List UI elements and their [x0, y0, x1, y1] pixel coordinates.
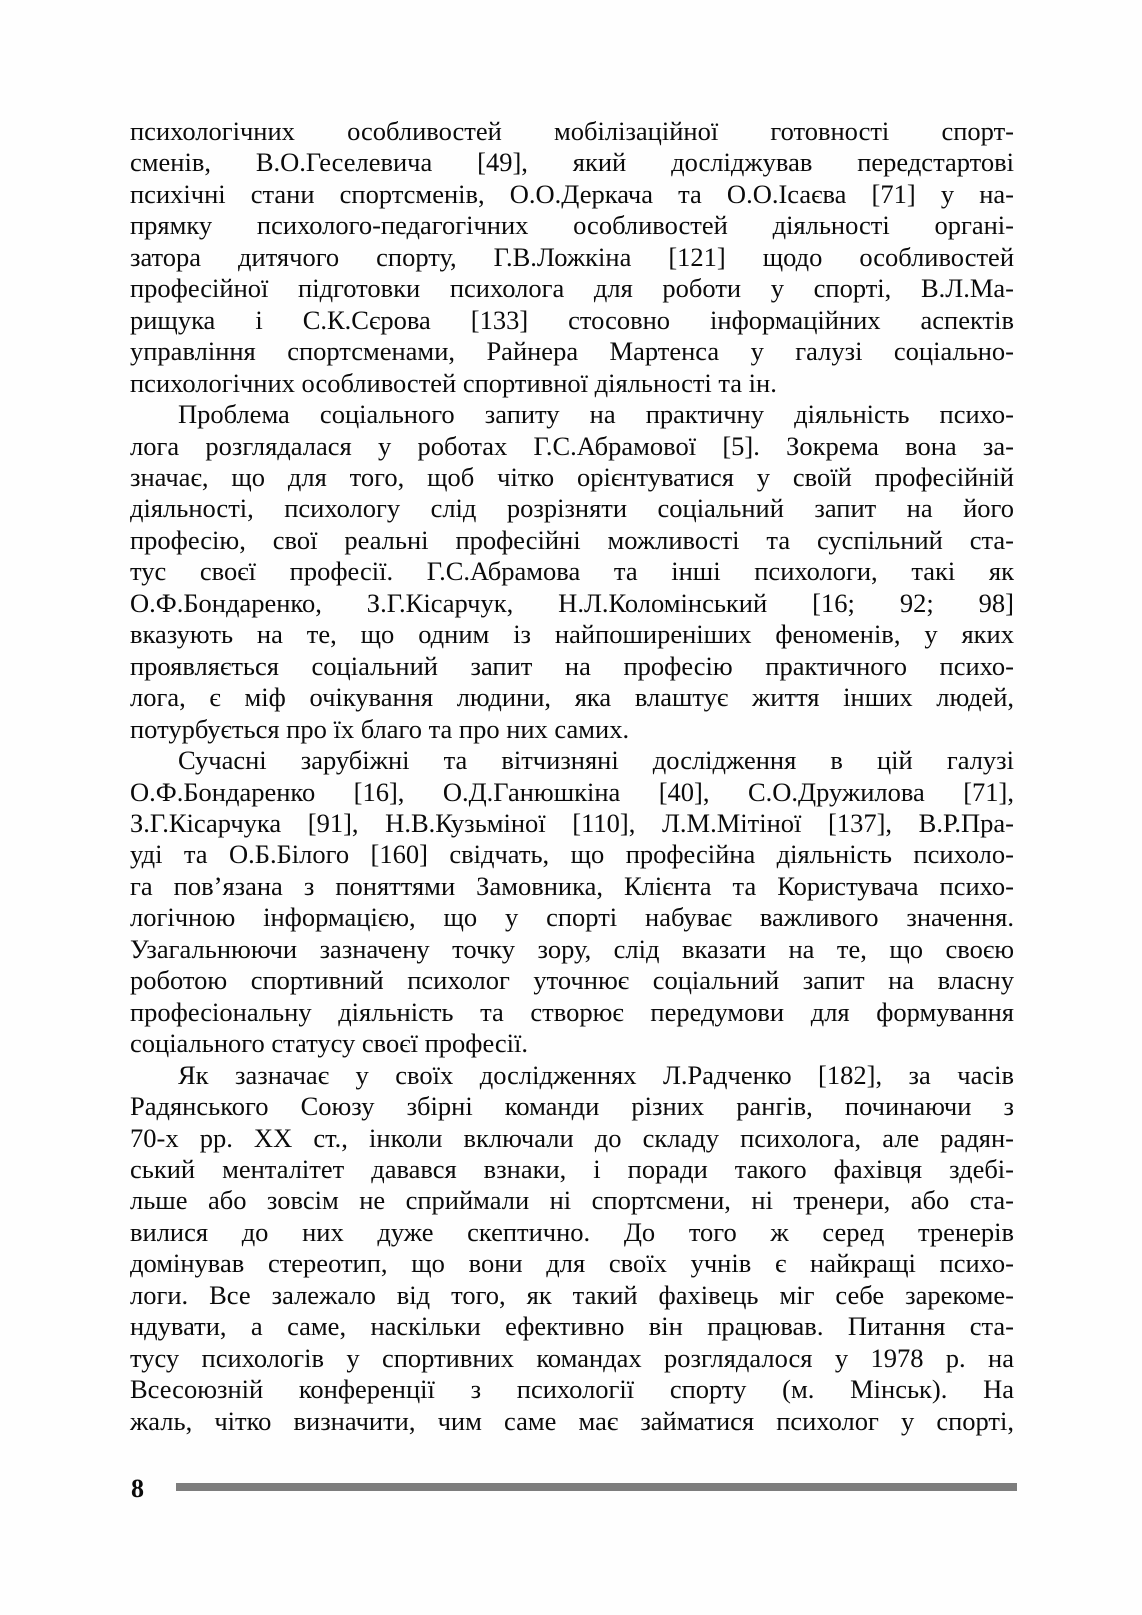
text-line: З.Г.Кісарчука [91], Н.В.Кузьміної [110], Л.М.Мітіної [137], В.Р.Пра- — [130, 807, 1014, 838]
text-line: О.Ф.Бондаренко, З.Г.Кісарчук, Н.Л.Коломінський [16; 92; 98] — [130, 587, 1014, 618]
text-line: професійної підготовки психолога для роботи у спорті, В.Л.Ма- — [130, 273, 1014, 304]
text-line: Проблема соціального запиту на практичну діяльність психо- — [178, 399, 1014, 430]
paragraph — [130, 745, 1014, 1060]
text-line: вилися до них дуже скептично. До того ж серед тренерів — [130, 1216, 1014, 1247]
text-line: лога, є міф очікування людини, яка влаштує життя інших людей, — [130, 682, 1014, 713]
text-line: психологічних особливостей спортивної діяльності та ін. — [130, 367, 777, 398]
text-line: Як зазначає у своїх дослідженнях Л.Радченко [182], за часів — [178, 1059, 1014, 1090]
text-line: логи. Все залежало від того, як такий фахівець міг себе зарекоме- — [130, 1279, 1014, 1310]
text-line: жаль, чітко визначити, чим саме має займатися психолог у спорті, — [130, 1405, 1014, 1436]
text-line: ський менталітет давався взнаки, і поради такого фахівця здебі- — [130, 1153, 1014, 1184]
text-line: соціального статусу своєї професії. — [130, 1028, 528, 1059]
paragraph — [130, 116, 1014, 399]
text-line: професіональну діяльність та створює передумови для формування — [130, 996, 1014, 1027]
text-line: професію, свої реальні професійні можливості та суспільний ста- — [130, 524, 1014, 555]
text-line: прямку психолого-педагогічних особливостей діяльності органі- — [130, 210, 1014, 241]
text-line: управління спортсменами, Райнера Мартенса у галузі соціально- — [130, 336, 1014, 367]
text-line: рищука і С.К.Сєрова [133] стосовно інформаційних аспектів — [130, 304, 1014, 335]
text-line: льше або зовсім не сприймали ні спортсмени, ні тренери, або ста- — [130, 1185, 1014, 1216]
body-text — [130, 116, 1014, 1437]
page-number: 8 — [131, 1474, 144, 1503]
text-line: проявляється соціальний запит на професію практичного психо- — [130, 650, 1014, 681]
text-line: Узагальнюючи зазначену точку зору, слід вказати на те, що своєю — [130, 933, 1014, 964]
text-line: Радянського Союзу збірні команди різних рангів, починаючи з — [130, 1091, 1014, 1122]
text-line: вказують на те, що одним із найпоширеніших феноменів, у яких — [130, 619, 1014, 650]
text-line: домінував стереотип, що вони для своїх учнів є найкращі психо- — [130, 1248, 1014, 1279]
text-line: затора дитячого спорту, Г.В.Ложкіна [121] щодо особливостей — [130, 241, 1014, 272]
text-line: тус своєї професії. Г.С.Абрамова та інші психологи, такі як — [130, 556, 1014, 587]
text-line: роботою спортивний психолог уточнює соціальний запит на власну — [130, 965, 1014, 996]
text-line: логічною інформацією, що у спорті набуває важливого значення. — [130, 902, 1014, 933]
text-line: тусу психологів у спортивних командах розглядалося у 1978 р. на — [130, 1342, 1014, 1373]
text-line: ндувати, а саме, наскільки ефективно він працював. Питання ста- — [130, 1311, 1014, 1342]
text-line: сменів, В.О.Геселевича [49], який досліджував передстартові — [130, 147, 1014, 178]
text-line: Всесоюзній конференції з психології спорту (м. Мінськ). На — [130, 1374, 1014, 1405]
paragraph — [130, 399, 1014, 745]
text-line: діяльності, психологу слід розрізняти соціальний запит на його — [130, 493, 1014, 524]
text-line: уді та О.Б.Білого [160] свідчать, що професійна діяльність психоло- — [130, 839, 1014, 870]
page-footer — [0, 1470, 1142, 1510]
text-line: потурбується про їх благо та про них самих. — [130, 713, 630, 744]
text-line: значає, що для того, щоб чітко орієнтуватися у своїй професійній — [130, 461, 1014, 492]
text-line: лога розглядалася у роботах Г.С.Абрамової [5]. Зокрема вона за- — [130, 430, 1014, 461]
text-line: 70-х рр. ХХ ст., інколи включали до складу психолога, але радян- — [130, 1122, 1014, 1153]
footer-rule — [176, 1483, 1017, 1491]
text-line: О.Ф.Бондаренко [16], О.Д.Ганюшкіна [40], С.О.Дружилова [71], — [130, 776, 1014, 807]
text-line: психічні стани спортсменів, О.О.Деркача та О.О.Ісаєва [71] у на- — [130, 178, 1014, 209]
text-line: психологічних особливостей мобілізаційної готовності спорт- — [130, 116, 1014, 146]
text-line: га пов’язана з поняттями Замовника, Клієнта та Користувача психо- — [130, 870, 1014, 901]
text-line: Сучасні зарубіжні та вітчизняні дослідження в цій галузі — [178, 745, 1014, 776]
paragraph — [130, 1060, 1014, 1437]
